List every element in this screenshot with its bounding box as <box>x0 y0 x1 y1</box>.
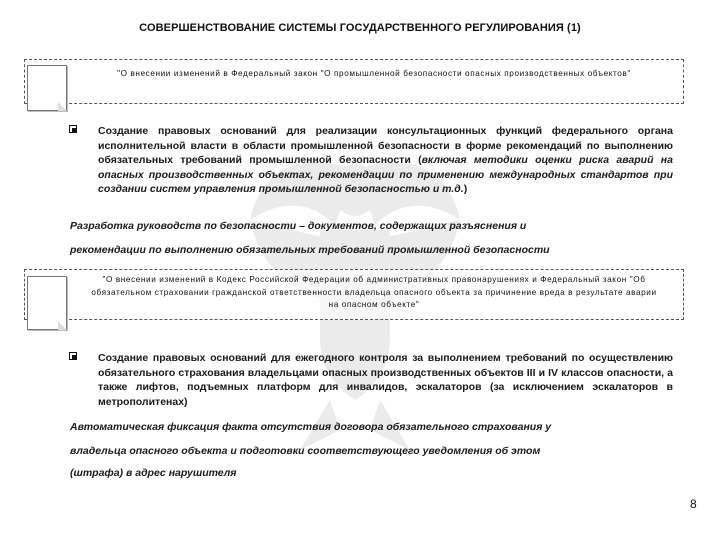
checkbox-bullet-icon <box>69 125 77 133</box>
italic-note-1-line-2: рекомендации по выполнению обязательных требований промышленной безопасности <box>70 244 550 256</box>
law-title-2: "О внесении изменений в Кодекс Российской Федерации об административных правонарушениях и Федеральный закон "Об обязательном страховании гражданской ответственности владельца опасного объекта за причинение вреда в результате аварии на опасном объекте" <box>91 275 657 309</box>
slide-title: СОВЕРШЕНСТВОВАНИЕ СИСТЕМЫ ГОСУДАРСТВЕННОГО РЕГУЛИРОВАНИЯ (1) <box>139 22 581 34</box>
italic-note-2-line-2: владельца опасного объекта и подготовки соответствующего уведомления об этом <box>70 445 541 457</box>
law-title-1: "О внесении изменений в Федеральный закон "О промышленной безопасности опасных производственных объектов" <box>117 69 631 78</box>
bullet-text-1 <box>98 124 673 197</box>
bullet-text-2: Создание правовых оснований для ежегодного контроля за выполнением требований по осуществлению обязательного страхования владельцами опасных производственных объектов III и IV классов опасности, а также лифтов, подъемных платформ для инвалидов, эскалаторов (за исключением эскалаторов в метрополитенах) <box>98 352 673 408</box>
bullet-text-1-close: ) <box>463 183 468 196</box>
page-number: 8 <box>690 497 697 511</box>
document-icon <box>27 276 67 330</box>
italic-note-2-line-1: Автоматическая фиксация факта отсутствия договора обязательного страхования у <box>70 421 552 433</box>
bullet-item-2 <box>70 351 673 409</box>
checkbox-bullet-icon <box>69 352 77 360</box>
bullet-text-1-italic: включая методики оценки риска аварий на опасных производственных объектах, рекомендации по применению международных стандартов при создании систем управления промышленной безопасностью и т.д. <box>98 154 673 196</box>
italic-note-2-line-3: (штрафа) в адрес нарушителя <box>70 467 237 479</box>
bullet-item-1 <box>70 124 673 197</box>
document-icon <box>27 65 67 111</box>
bullet-text-1-main: Создание правовых оснований для реализации консультационных функций федерального органа исполнительной власти в области промышленной безопасности в форме рекомендаций по выполнению обязательных требований промышленной безопасности ( <box>98 125 673 167</box>
law-title-box-2 <box>24 269 684 320</box>
italic-note-1-line-1: Разработка руководств по безопасности – документов, содержащих разъяснения и <box>70 220 527 232</box>
law-title-box-1 <box>24 59 684 104</box>
